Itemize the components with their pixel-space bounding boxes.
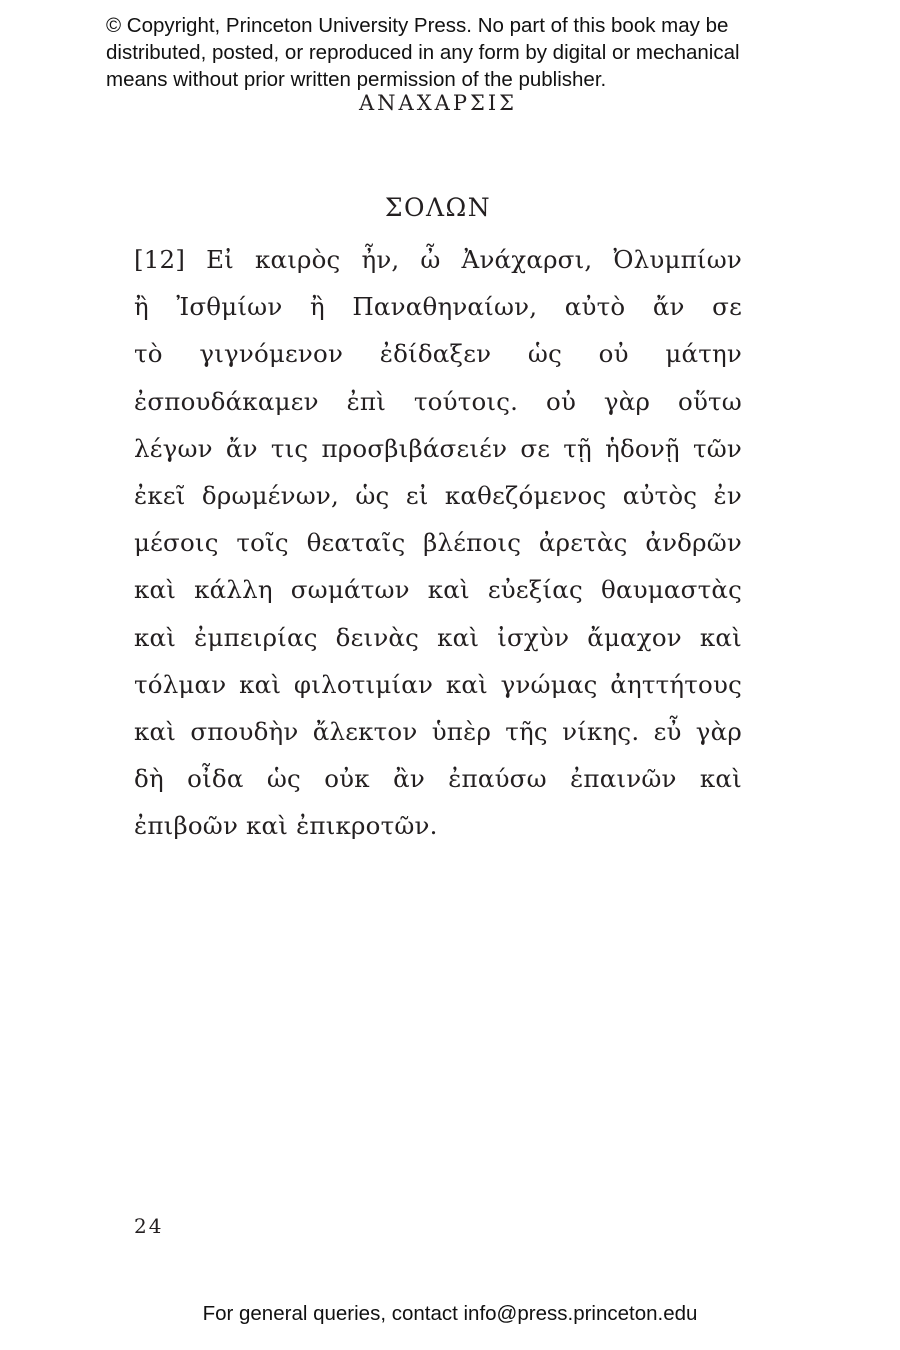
running-head: ΑΝΑΧΑΡΣΙΣ <box>359 91 517 115</box>
copyright-line: © Copyright, Princeton University Press. No part of this book may be <box>106 14 729 37</box>
text-line: [12] Εἰ καιρὸς ἦν, ὦ Ἀνάχαρσι, Ὀλυμπίων <box>134 245 742 274</box>
text-line: τὸ γιγνόμενον ἐδίδαξεν ὡς οὐ μάτην <box>134 339 742 369</box>
copyright-notice <box>106 12 826 93</box>
text-line: λέγων ἄν τις προσβιβάσειέν σε τῇ ἡδονῇ τῶν <box>134 433 742 463</box>
text-line: καὶ σπουδὴν ἄλεκτον ὑπὲρ τῆς νίκης. εὖ γὰρ <box>134 716 742 746</box>
text-line: καὶ ἐμπειρίας δεινὰς καὶ ἰσχὺν ἄμαχον καὶ <box>134 622 742 652</box>
speaker-heading: ΣΟΛΩΝ <box>384 193 492 222</box>
text-line: ἢ Ἰσθμίων ἢ Παναθηναίων, αὐτὸ ἄν σε <box>134 292 742 322</box>
text-line: καὶ κάλλη σωμάτων καὶ εὐεξίας θαυμαστὰς <box>134 575 742 605</box>
text-line: ἐπιβοῶν καὶ ἐπικροτῶν. <box>134 811 438 841</box>
text-line: δὴ οἶδα ὡς οὐκ ἂν ἐπαύσω ἐπαινῶν καὶ <box>134 764 742 794</box>
text-line: ἐκεῖ δρωμένων, ὡς εἰ καθεζόμενος αὐτὸς ἐν <box>134 480 742 510</box>
page-number: 24 <box>134 1214 164 1238</box>
text-line: μέσοις τοῖς θεαταῖς βλέποις ἀρετὰς ἀνδρῶν <box>134 528 742 558</box>
footer-contact: For general queries, contact info@press.princeton.edu <box>202 1302 698 1325</box>
text-line: ἐσπουδάκαμεν ἐπὶ τούτοις. οὐ γὰρ οὕτω <box>134 386 742 416</box>
greek-passage <box>134 236 742 849</box>
text-line: τόλμαν καὶ φιλοτιμίαν καὶ γνώμας ἀηττήτους <box>134 669 742 699</box>
copyright-line: means without prior written permission of the publisher. <box>106 68 607 91</box>
copyright-line: distributed, posted, or reproduced in any form by digital or mechanical <box>106 41 740 64</box>
